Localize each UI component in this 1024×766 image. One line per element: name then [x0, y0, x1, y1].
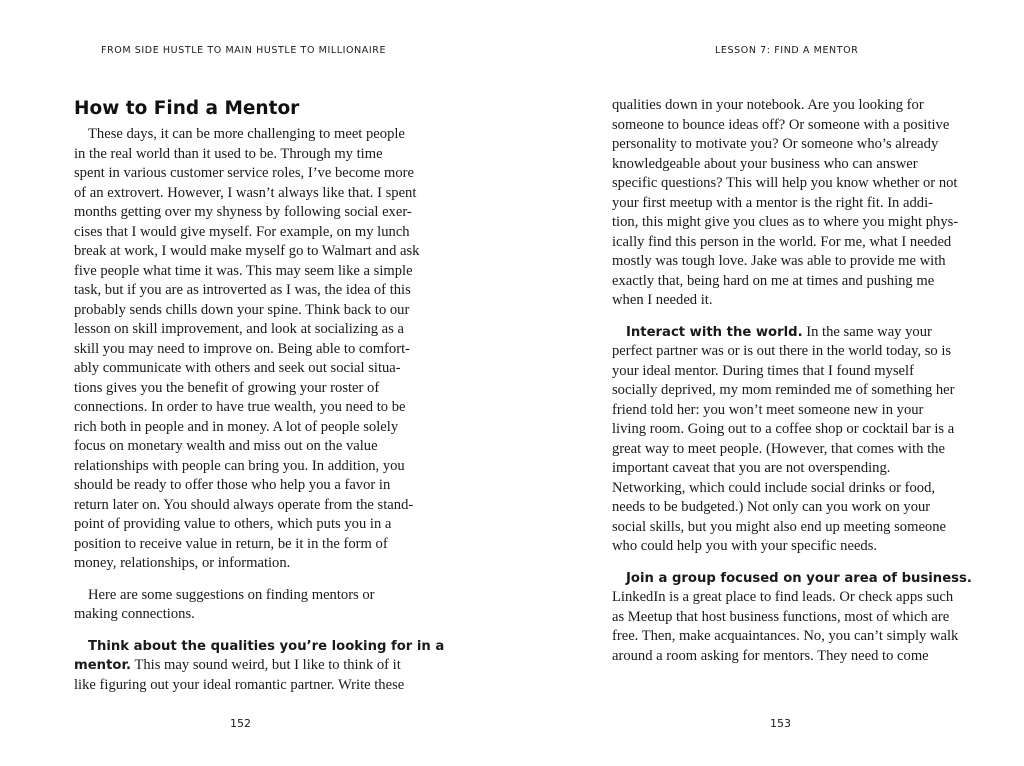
text-line [74, 656, 417, 676]
paragraph-spacer [612, 557, 956, 569]
lead-in-qualities: Think about the qualities you’re looking for in a [88, 638, 445, 654]
text-line: rich both in people and in money. A lot of people solely [74, 418, 399, 435]
paragraph-qualities-continued [612, 96, 959, 311]
text-line: skill you may need to improve on. Being able to comfort- [74, 340, 410, 357]
text-line: should be ready to offer those who help you a favor in [74, 477, 391, 493]
text-line: ably communicate with others and seek out social situa- [74, 360, 401, 376]
text-line: return later on. You should always operate from the stand- [74, 496, 414, 513]
text-line: ically find this person in the world. For me, what I needed [612, 233, 952, 250]
running-head-book-title: FROM SIDE HUSTLE TO MAIN HUSTLE TO MILLIONAIRE [101, 45, 387, 56]
text-line: connections. In order to have true wealth, you need to be [74, 399, 406, 415]
text-line: in the real world than it used to be. Through my time [74, 145, 383, 162]
text-line: around a room asking for mentors. They need to come [612, 647, 929, 664]
text-line: social skills, but you might also end up meeting someone [612, 518, 946, 535]
text-line: money, relationships, or information. [74, 555, 291, 571]
lead-in-interact: Interact with the world. [626, 324, 803, 340]
text-line: five people what time it was. This may seem like a simple [74, 262, 413, 279]
text-line: probably sends chills down your spine. Think back to our [74, 301, 410, 318]
lead-in-qualities-end: mentor. [74, 658, 132, 673]
text-line: knowledgeable about your business who can answer [612, 155, 918, 172]
text-line [74, 637, 445, 657]
paragraph-spacer [74, 625, 417, 637]
paragraph-intro [74, 125, 420, 574]
text-line: someone to bounce ideas off? Or someone with a positive [612, 116, 950, 133]
paragraph-spacer [612, 311, 956, 323]
text-line: months getting over my shyness by following social exer- [74, 204, 412, 220]
text-line [612, 569, 972, 589]
page-number: 152 [230, 717, 251, 730]
page-number: 153 [770, 717, 791, 730]
text-line: friend told her: you won’t meet someone new in your [612, 401, 924, 418]
text-line: specific questions? This will help you know whether or not [612, 175, 958, 191]
text-line: as Meetup that host business functions, most of which are [612, 608, 950, 625]
text-line: of an extrovert. However, I wasn’t always like that. I spent [74, 184, 417, 201]
text-line: Here are some suggestions on finding mentors or [88, 586, 375, 603]
text-line [612, 323, 956, 343]
text-line: Networking, which could include social drinks or food, [612, 479, 936, 496]
text-line: spent in various customer service roles, I’ve become more [74, 165, 414, 181]
text-line: perfect partner was or is out there in the world today, so is [612, 343, 952, 359]
text-run: In the same way your [802, 323, 932, 340]
text-line: break at work, I would make myself go to Walmart and ask [74, 243, 420, 259]
text-line: tions gives you the benefit of growing your roster of [74, 379, 380, 396]
text-line: socially deprived, my mom reminded me of something her [612, 382, 955, 398]
text-line: free. Then, make acquaintances. No, you can’t simply walk [612, 628, 959, 644]
text-line: LinkedIn is a great place to find leads. Or check apps such [612, 589, 954, 605]
text-line: lesson on skill improvement, and look at socializing as a [74, 321, 404, 337]
text-line: personality to motivate you? Or someone who’s already [612, 136, 939, 152]
text-line: important caveat that you are not overspending. [612, 460, 891, 476]
running-head-lesson-title: LESSON 7: FIND A MENTOR [715, 45, 859, 56]
text-line: qualities down in your notebook. Are you looking for [612, 97, 924, 113]
right-page [512, 0, 1024, 766]
text-line: tion, this might give you clues as to where you might phys- [612, 214, 959, 230]
text-line: your ideal mentor. During times that I found myself [612, 362, 914, 379]
text-line: making connections. [74, 606, 195, 622]
text-line: when I needed it. [612, 292, 713, 308]
paragraph-suggestions [74, 586, 417, 625]
text-run: This may sound weird, but I like to think of it [131, 657, 401, 673]
text-line: great way to meet people. (However, that comes with the [612, 440, 945, 457]
text-line: task, but if you are as introverted as I was, the idea of this [74, 282, 411, 298]
text-line: living room. Going out to a coffee shop or cocktail bar is a [612, 421, 955, 437]
text-line: focus on monetary wealth and miss out on the value [74, 438, 378, 454]
paragraph-qualities [74, 637, 445, 696]
text-line: cises that I would give myself. For example, on my lunch [74, 223, 410, 240]
text-line: relationships with people can bring you. In addition, you [74, 457, 405, 474]
paragraph-spacer [74, 574, 417, 586]
lead-in-join-group: Join a group focused on your area of business. [626, 570, 972, 586]
text-line: These days, it can be more challenging to meet people [88, 126, 405, 142]
text-line: who could help you with your specific needs. [612, 538, 878, 554]
right-text-block [612, 96, 972, 666]
text-line: needs to be budgeted.) Not only can you work on your [612, 499, 931, 515]
text-line: your first meetup with a mentor is the right fit. In addi- [612, 194, 933, 211]
text-line: exactly that, being hard on me at times and pushing me [612, 272, 935, 289]
text-line: like figuring out your ideal romantic partner. Write these [74, 676, 405, 693]
left-text-block [74, 96, 445, 695]
text-line: mostly was tough love. Jake was able to provide me with [612, 253, 946, 269]
text-line: point of providing value to others, which puts you in a [74, 516, 392, 532]
section-heading: How to Find a Mentor [74, 98, 300, 119]
paragraph-interact [612, 323, 956, 557]
text-line: position to receive value in return, be it in the form of [74, 535, 388, 552]
paragraph-join-group [612, 569, 972, 667]
